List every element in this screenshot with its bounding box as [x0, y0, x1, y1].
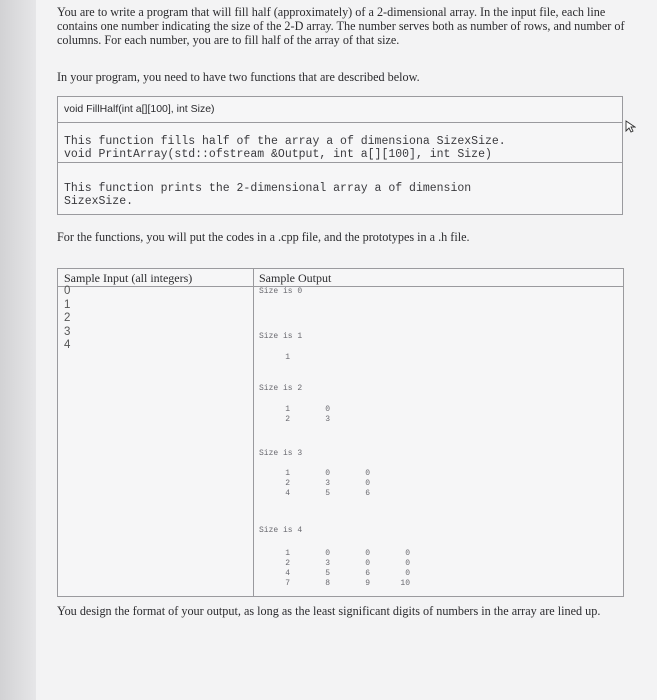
array-cell: 1 [285, 353, 290, 362]
functions-intro: In your program, you need to have two functions that are described below. [57, 70, 420, 84]
array-cell: 0 [365, 469, 370, 478]
array-cell: 5 [325, 489, 330, 498]
intro-paragraph: You are to write a program that will fill half (approximately) of a 2-dimensional array. In the input file, each line contains one number indicating the size of the 2-D array. The number serves both as number of rows, and number of columns. For each number, you are to fill half of the array of that size. [57, 5, 625, 47]
function-spec-box [57, 96, 623, 215]
header-divider [58, 286, 623, 287]
array-cell: 0 [325, 549, 330, 558]
mouse-cursor-icon [625, 120, 636, 136]
fillhalf-description [64, 135, 506, 161]
array-cell: 0 [365, 479, 370, 488]
input-value: 3 [64, 325, 71, 338]
array-cell: 8 [325, 579, 330, 588]
input-value: 2 [64, 312, 71, 324]
printarray-desc-line1: This function prints the 2-dimensional array a of dimension [64, 182, 472, 195]
array-cell: 3 [325, 415, 330, 424]
input-value: 1 [64, 298, 71, 311]
array-cell: 3 [325, 559, 330, 568]
output-size-label: Size is 0 [259, 287, 303, 296]
array-cell: 0 [405, 559, 410, 568]
output-size-label: Size is 3 [259, 449, 303, 458]
array-cell: 4 [285, 489, 290, 498]
array-cell: 2 [285, 559, 290, 568]
sample-table [57, 268, 624, 597]
array-cell: 1 [285, 405, 290, 414]
array-cell: 2 [285, 479, 290, 488]
files-note: For the functions, you will put the codes in a .cpp file, and the prototypes in a .h file. [57, 230, 470, 244]
array-cell: 0 [405, 549, 410, 558]
column-divider [253, 269, 254, 596]
array-cell: 10 [400, 579, 410, 588]
input-value: 4 [64, 339, 71, 351]
array-cell: 2 [285, 415, 290, 424]
array-cell: 0 [365, 559, 370, 568]
sample-input-header: Sample Input (all integers) [64, 271, 193, 285]
divider [58, 122, 622, 123]
array-cell: 0 [325, 405, 330, 414]
array-cell: 1 [285, 469, 290, 478]
closing-paragraph: You design the format of your output, as long as the least significant digits of numbers in the array are lined up. [57, 604, 601, 618]
array-cell: 6 [365, 569, 370, 578]
output-size-label: Size is 1 [259, 332, 303, 341]
array-cell: 0 [405, 569, 410, 578]
array-cell: 9 [365, 579, 370, 588]
fillhalf-signature: void FillHalf(int a[][100], int Size) [64, 103, 215, 115]
array-cell: 4 [285, 569, 290, 578]
output-size-label: Size is 4 [259, 526, 303, 535]
sample-input-list [64, 285, 70, 353]
array-cell: 5 [325, 569, 330, 578]
input-value: 0 [64, 285, 71, 297]
printarray-signature: void PrintArray(std::ofstream &Output, int a[][100], int Size) [64, 148, 492, 161]
array-cell: 7 [285, 579, 290, 588]
array-cell: 0 [365, 549, 370, 558]
sample-output-header: Sample Output [259, 271, 332, 285]
printarray-desc-line2: SizexSize. [64, 195, 134, 208]
divider [58, 162, 622, 163]
array-cell: 6 [365, 489, 370, 498]
array-cell: 1 [285, 549, 290, 558]
page-shadow [0, 0, 36, 700]
printarray-description [64, 182, 471, 208]
fillhalf-desc-text: This function fills half of the array a of dimensiona SizexSize. [64, 135, 506, 148]
array-cell: 0 [325, 469, 330, 478]
array-cell: 3 [325, 479, 330, 488]
output-size-label: Size is 2 [259, 384, 303, 393]
